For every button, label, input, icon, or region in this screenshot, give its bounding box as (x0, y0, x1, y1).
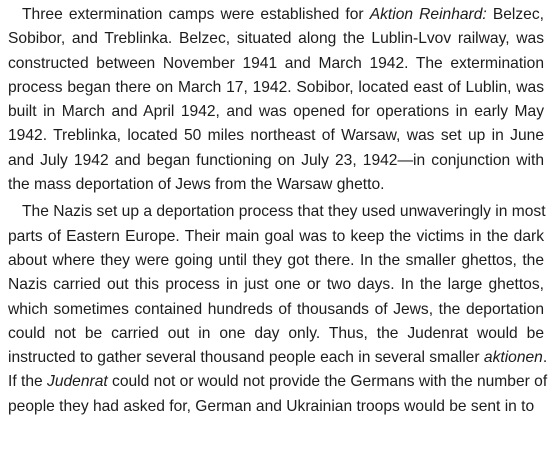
text-run: 1942. Treblinka, located 50 miles northeast of Warsaw, was set up in June (8, 127, 544, 145)
italic-text-run: Aktion Reinhard: (369, 6, 487, 23)
text-line (8, 3, 544, 27)
text-run: The Nazis set up a deportation process that they used unwaveringly in most (22, 203, 546, 221)
paragraph-2 (8, 200, 548, 419)
text-run: Sobibor, and Treblinka. Belzec, situated along the Lublin-Lvov railway, was (8, 30, 544, 48)
text-run: which sometimes contained hundreds of thousands of Jews, the deportation (8, 300, 544, 318)
text-run: built in March and April 1942, and was opened for operations in early May (8, 103, 544, 121)
text-line (8, 100, 544, 124)
italic-text-run: Judenrat (47, 373, 108, 391)
text-run: the mass deportation of Jews from the Warsaw ghetto. (8, 176, 385, 194)
text-run: If the (8, 373, 48, 391)
text-line (8, 249, 544, 273)
document-body (8, 3, 548, 419)
text-run: could not or would not provide the Germans with the number of (107, 373, 548, 391)
text-run: instructed to gather several thousand people each in several smaller (8, 349, 484, 367)
text-run: process began there on March 17, 1942. Sobibor, located east of Lublin, was (8, 78, 544, 96)
text-line (8, 346, 548, 370)
text-run: could not be carried out in one day only. Thus, the Judenrat would be (8, 324, 544, 342)
text-line (8, 124, 544, 148)
text-line (8, 200, 544, 224)
text-run: parts of Eastern Europe. Their main goal was to keep the victims in the dark (8, 227, 544, 245)
paragraph-1 (8, 3, 544, 197)
text-run: people they had asked for, German and Ukrainian troops would be sent in to (8, 397, 535, 415)
text-line (8, 370, 548, 394)
text-line (8, 273, 544, 297)
text-line (8, 173, 544, 197)
text-run: and July 1942 and began functioning on July 23, 1942—in conjunction with (8, 151, 544, 169)
text-run: constructed between November 1941 and March 1942. The extermination (8, 54, 544, 72)
text-line (8, 298, 544, 322)
italic-text-run: aktionen (483, 349, 543, 367)
text-run: Three extermination camps were established for (22, 6, 370, 23)
text-line (8, 225, 544, 249)
text-line (8, 149, 544, 173)
text-line (8, 52, 544, 76)
text-run: about where they were going until they got there. In the smaller ghettos, the (8, 251, 544, 269)
text-run: Belzec, (486, 6, 544, 23)
text-run: . (542, 349, 548, 367)
text-line (8, 27, 544, 51)
text-run: Nazis carried out this process in just one or two days. In the large ghettos, (8, 276, 544, 294)
text-line (8, 395, 544, 419)
text-line (8, 76, 544, 100)
text-line (8, 322, 544, 346)
